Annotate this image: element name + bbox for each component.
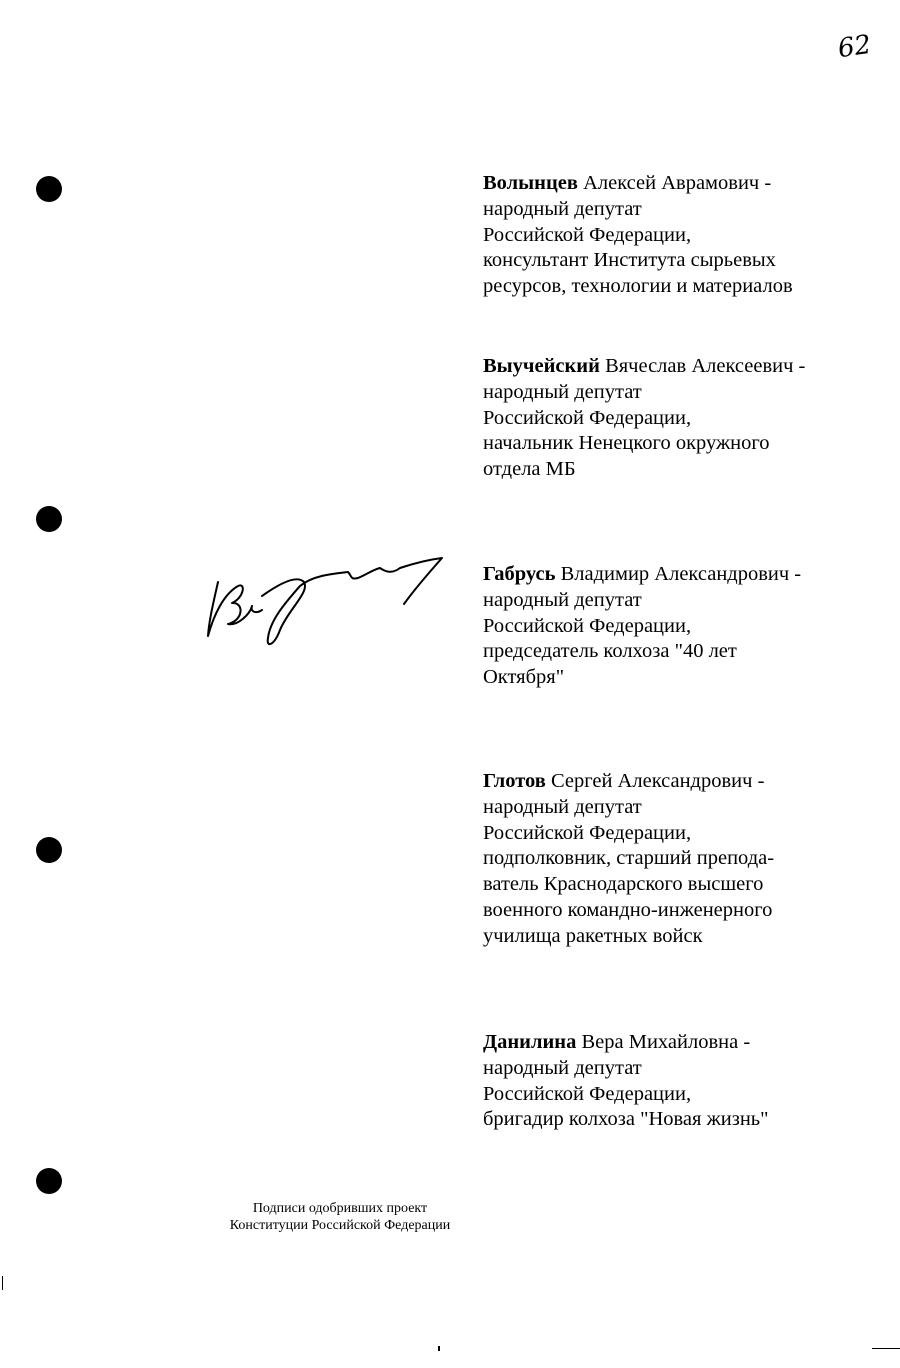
deputy-entry	[483, 562, 883, 691]
deputy-entry	[483, 1030, 883, 1133]
entry-line: Российской Федерации,	[483, 614, 692, 637]
scan-edge-line	[2, 1276, 3, 1290]
entry-line: подполковник, старший препода-	[483, 847, 775, 870]
punch-hole	[36, 837, 62, 863]
entry-line: консультант Института сырьевых	[483, 249, 776, 272]
entry-name-line	[483, 769, 883, 795]
entry-line: ресурсов, технологии и материалов	[483, 275, 793, 298]
entry-line: Октября"	[483, 666, 565, 689]
punch-hole	[36, 506, 62, 532]
scan-speck	[438, 1346, 440, 1351]
entry-line: народный депутат	[483, 380, 642, 403]
caption-line: Конституции Российской Федерации	[229, 1218, 451, 1233]
entry-line: Российской Федерации,	[483, 821, 692, 844]
entry-line: народный депутат	[483, 588, 642, 611]
entry-line: ватель Краснодарского высшего	[483, 873, 764, 896]
entry-line: народный депутат	[483, 795, 642, 818]
deputy-entry	[483, 354, 883, 483]
entry-line: училища ракетных войск	[483, 924, 703, 947]
page-number: 62	[836, 29, 874, 65]
entry-name-line	[483, 171, 883, 197]
scan-edge-line	[872, 1348, 900, 1349]
entry-line: Российской Федерации,	[483, 223, 692, 246]
entry-line: военного командно-инженерного	[483, 898, 773, 921]
entry-name-line	[483, 1030, 883, 1056]
caption-line: Подписи одобривших проект	[252, 1201, 428, 1216]
deputy-surname: Выучейский	[483, 355, 600, 377]
entry-line: народный депутат	[483, 1056, 642, 1079]
deputy-surname: Глотов	[483, 770, 546, 792]
entry-line: народный депутат	[483, 197, 642, 220]
entry-line: Российской Федерации,	[483, 1082, 692, 1105]
punch-hole	[36, 1168, 62, 1194]
entry-line: председатель колхоза "40 лет	[483, 640, 737, 663]
deputy-entry	[483, 769, 883, 950]
entry-name-line	[483, 354, 883, 380]
deputy-name: Алексей Аврамович -	[577, 172, 772, 194]
document-caption	[190, 1200, 490, 1234]
deputy-name: Сергей Александрович -	[545, 770, 765, 792]
deputy-name: Владимир Александрович -	[555, 563, 802, 585]
punch-hole	[36, 176, 62, 202]
entry-name-line	[483, 562, 883, 588]
entry-line: начальник Ненецкого окружного	[483, 432, 770, 455]
entry-line: бригадир колхоза "Новая жизнь"	[483, 1108, 769, 1131]
deputy-surname: Данилина	[483, 1031, 577, 1053]
deputy-name: Вячеслав Алексеевич -	[599, 355, 806, 377]
deputy-name: Вера Михайловна -	[576, 1031, 751, 1053]
handwritten-signature	[200, 548, 460, 658]
deputy-surname: Габрусь	[483, 563, 556, 585]
entry-line: отдела МБ	[483, 458, 576, 481]
entry-line: Российской Федерации,	[483, 406, 692, 429]
deputy-surname: Волынцев	[483, 172, 578, 194]
deputy-entry	[483, 171, 883, 300]
